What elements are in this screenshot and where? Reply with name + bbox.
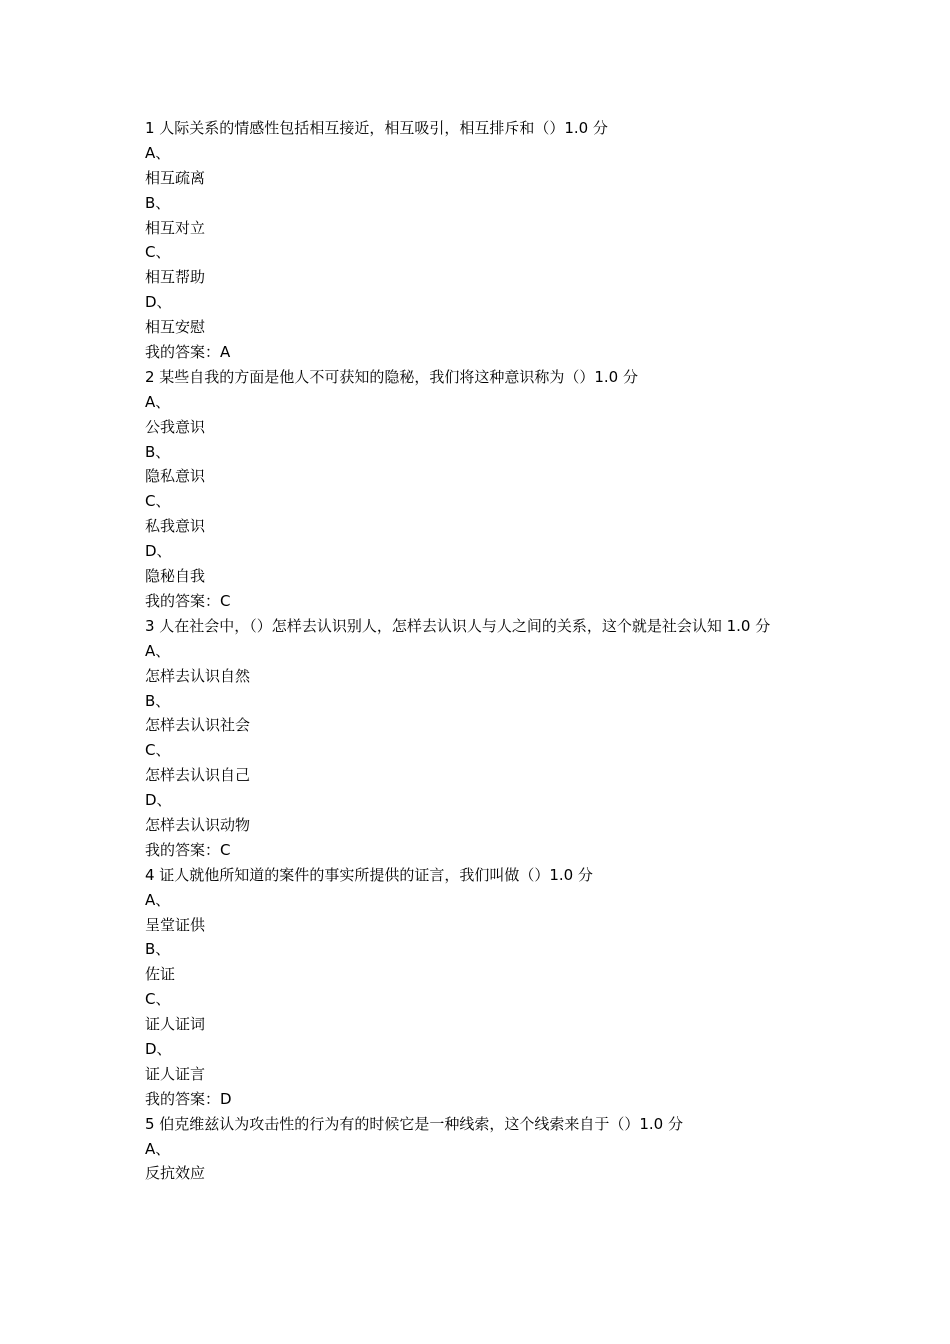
question-block-5: [145, 1112, 825, 1187]
option-letter: B、: [145, 442, 171, 461]
option-text: 怎样去认识自己: [145, 766, 251, 785]
option-letter: D、: [145, 1039, 172, 1058]
question-text: 5 伯克维兹认为攻击性的行为有的时候它是一种线索，这个线索来自于（）1.0 分: [145, 1114, 683, 1133]
option-text: 呈堂证供: [145, 915, 206, 934]
option-letter: B、: [145, 940, 171, 959]
question-block-4: [145, 863, 825, 1112]
option-text: 怎样去认识动物: [145, 815, 251, 834]
option-letter: A、: [145, 143, 171, 162]
option-text: 怎样去认识社会: [145, 716, 251, 735]
option-letter: D、: [145, 293, 172, 312]
option-text: 证人证言: [145, 1064, 206, 1083]
question-block-1: [145, 116, 825, 365]
option-letter: A、: [145, 890, 171, 909]
option-letter: B、: [145, 193, 171, 212]
option-text: 相互疏离: [145, 168, 206, 187]
option-letter: C、: [145, 243, 171, 262]
option-letter: D、: [145, 791, 172, 810]
option-letter: C、: [145, 990, 171, 1009]
option-text: 隐私意识: [145, 467, 206, 486]
option-text: 怎样去认识自然: [145, 666, 251, 685]
my-answer: 我的答案：A: [145, 343, 231, 362]
option-letter: B、: [145, 691, 171, 710]
option-letter: A、: [145, 1139, 171, 1158]
option-text: 相互对立: [145, 218, 206, 237]
question-block-3: [145, 614, 825, 863]
question-text: 3 人在社会中，（）怎样去认识别人，怎样去认识人与人之间的关系，这个就是社会认知 1.0 分: [145, 616, 771, 635]
option-letter: C、: [145, 741, 171, 760]
option-text: 相互安慰: [145, 318, 206, 337]
my-answer: 我的答案：C: [145, 591, 231, 610]
option-text: 私我意识: [145, 517, 206, 536]
option-text: 证人证词: [145, 1015, 206, 1034]
my-answer: 我的答案：C: [145, 840, 231, 859]
option-text: 佐证: [145, 965, 176, 984]
option-text: 反抗效应: [145, 1164, 206, 1183]
option-letter: A、: [145, 392, 171, 411]
option-letter: A、: [145, 641, 171, 660]
question-text: 4 证人就他所知道的案件的事实所提供的证言，我们叫做（）1.0 分: [145, 865, 593, 884]
option-text: 隐秘自我: [145, 567, 206, 586]
option-letter: C、: [145, 492, 171, 511]
option-text: 相互帮助: [145, 268, 206, 287]
option-letter: D、: [145, 542, 172, 561]
document-page: [145, 116, 825, 1186]
question-text: 1 人际关系的情感性包括相互接近，相互吸引，相互排斥和（）1.0 分: [145, 119, 608, 137]
question-text: 2 某些自我的方面是他人不可获知的隐秘，我们将这种意识称为（）1.0 分: [145, 367, 638, 386]
question-block-2: [145, 365, 825, 614]
my-answer: 我的答案：D: [145, 1089, 232, 1108]
option-text: 公我意识: [145, 417, 206, 436]
